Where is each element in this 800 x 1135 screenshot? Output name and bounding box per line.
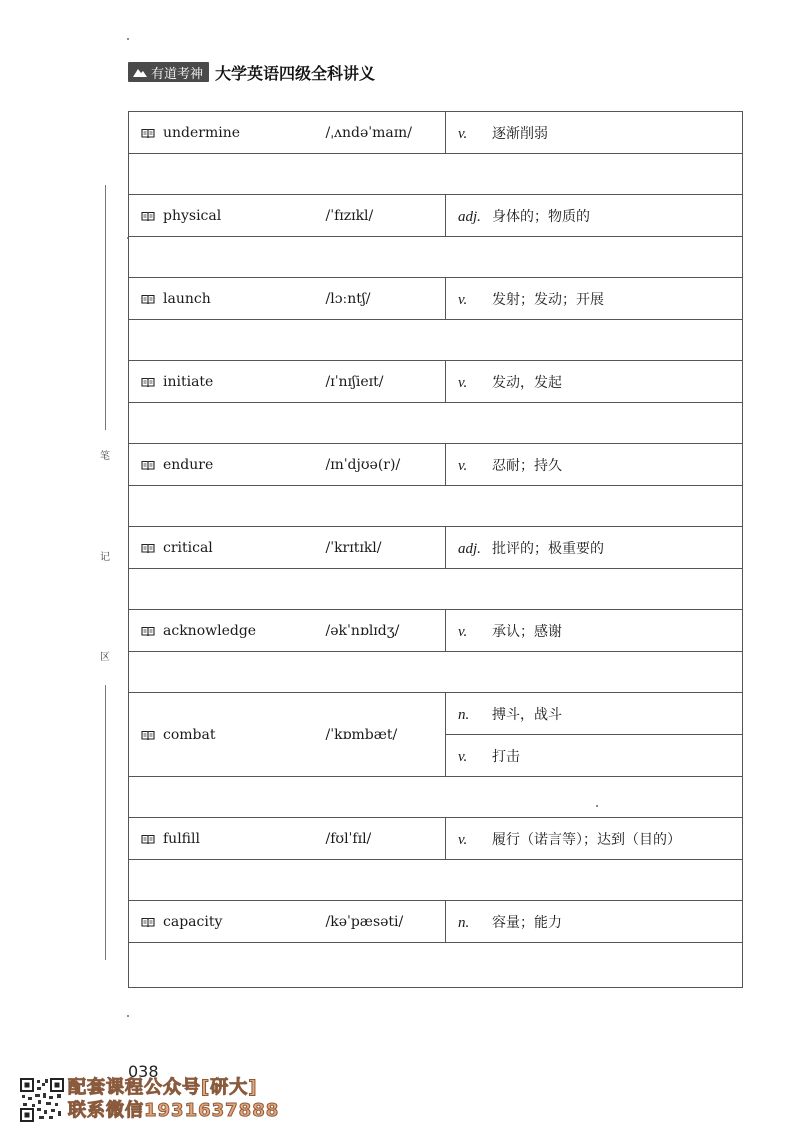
notes-row — [129, 486, 743, 527]
meaning-cell — [446, 693, 743, 735]
word-cell — [129, 610, 326, 652]
book-icon — [141, 294, 155, 305]
vocabulary-table — [128, 111, 743, 988]
phonetic: /fʊlˈfɪl/ — [326, 818, 446, 860]
notes-row — [129, 777, 743, 818]
book-icon — [141, 128, 155, 139]
side-label-1: 笔 — [100, 451, 110, 462]
notes-row — [129, 237, 743, 278]
meaning-cell — [446, 818, 743, 860]
word: fulfill — [163, 830, 200, 847]
book-icon — [141, 377, 155, 388]
scan-dot — [127, 1015, 129, 1017]
part-of-speech: v. — [458, 623, 468, 640]
word-cell — [129, 361, 326, 403]
meaning-cell — [446, 112, 743, 154]
part-of-speech: adj. — [458, 208, 481, 225]
word: combat — [163, 726, 216, 743]
word: launch — [163, 290, 211, 307]
part-of-speech: adj. — [458, 540, 481, 557]
word-cell — [129, 112, 326, 154]
notes-cell[interactable] — [129, 860, 743, 901]
book-icon — [141, 543, 155, 554]
phonetic: /ˈkɒmbæt/ — [326, 693, 446, 777]
meaning: 批评的；极重要的 — [492, 540, 604, 557]
vocab-row — [129, 195, 743, 237]
page-header — [128, 60, 375, 84]
book-icon — [141, 626, 155, 637]
phonetic: /ˈfɪzɪkl/ — [326, 195, 446, 237]
vocab-row — [129, 112, 743, 154]
qr-code-icon — [20, 1078, 64, 1122]
notes-row — [129, 154, 743, 195]
part-of-speech: n. — [458, 914, 470, 931]
notes-row — [129, 569, 743, 610]
vocab-row — [129, 693, 743, 735]
scan-dot — [127, 38, 129, 40]
meaning-cell — [446, 278, 743, 320]
meaning: 发动，发起 — [492, 374, 562, 391]
meaning: 身体的；物质的 — [492, 208, 590, 225]
notes-row — [129, 403, 743, 444]
part-of-speech: v. — [458, 374, 468, 391]
vocab-row — [129, 444, 743, 486]
meaning: 忍耐；持久 — [492, 457, 562, 474]
notes-cell[interactable] — [129, 154, 743, 195]
phonetic: /əkˈnɒlɪdʒ/ — [326, 610, 446, 652]
vocab-row — [129, 901, 743, 943]
promo-text — [68, 1076, 279, 1122]
word: physical — [163, 207, 222, 224]
word: endure — [163, 456, 214, 473]
meaning-cell — [446, 527, 743, 569]
meaning: 履行（诺言等）；达到（目的） — [492, 831, 681, 848]
side-label-2: 记 — [100, 552, 110, 563]
word-cell — [129, 901, 326, 943]
vocab-row — [129, 610, 743, 652]
book-icon — [141, 460, 155, 471]
word-cell — [129, 444, 326, 486]
word-cell — [129, 818, 326, 860]
word-cell — [129, 195, 326, 237]
phonetic: /kəˈpæsəti/ — [326, 901, 446, 943]
promo-line-1: 配套课程公众号[研大] — [68, 1077, 258, 1098]
meaning-cell — [446, 361, 743, 403]
notes-cell[interactable] — [129, 403, 743, 444]
margin-line-bottom — [105, 685, 106, 960]
notes-row — [129, 943, 743, 988]
vocab-row — [129, 361, 743, 403]
mountain-icon — [132, 66, 148, 78]
book-icon — [141, 834, 155, 845]
meaning-cell — [446, 195, 743, 237]
word: critical — [163, 539, 213, 556]
phonetic: /ɪˈnɪʃieɪt/ — [326, 361, 446, 403]
book-icon — [141, 917, 155, 928]
meaning: 容量；能力 — [492, 914, 562, 931]
word: capacity — [163, 913, 223, 930]
brand-logo — [128, 62, 209, 82]
word-cell — [129, 278, 326, 320]
vocab-row — [129, 818, 743, 860]
book-icon — [141, 730, 155, 741]
meaning-cell — [446, 735, 743, 777]
phonetic: /ˌʌndəˈmaɪn/ — [326, 112, 446, 154]
logo-text: 有道考神 — [151, 66, 204, 82]
part-of-speech: v. — [458, 748, 468, 765]
margin-line-top — [105, 185, 106, 430]
part-of-speech: n. — [458, 706, 470, 723]
notes-cell[interactable] — [129, 652, 743, 693]
part-of-speech: v. — [458, 457, 468, 474]
notes-cell[interactable] — [129, 320, 743, 361]
part-of-speech: v. — [458, 291, 468, 308]
vocab-row — [129, 527, 743, 569]
meaning: 发射；发动；开展 — [492, 291, 604, 308]
notes-cell[interactable] — [129, 943, 743, 988]
word-cell — [129, 527, 326, 569]
meaning: 打击 — [492, 748, 520, 765]
notes-cell[interactable] — [129, 777, 743, 818]
word: initiate — [163, 373, 214, 390]
book-icon — [141, 211, 155, 222]
word: acknowledge — [163, 622, 257, 639]
vocab-row — [129, 278, 743, 320]
meaning-cell — [446, 444, 743, 486]
promo-line-2: 联系微信1931637888 — [68, 1100, 280, 1121]
notes-cell[interactable] — [129, 569, 743, 610]
part-of-speech: v. — [458, 125, 468, 142]
notes-cell[interactable] — [129, 486, 743, 527]
meaning: 逐渐削弱 — [492, 125, 548, 142]
meaning: 搏斗，战斗 — [492, 706, 562, 723]
meaning-cell — [446, 610, 743, 652]
page-title: 大学英语四级全科讲义 — [215, 63, 376, 83]
notes-row — [129, 860, 743, 901]
notes-cell[interactable] — [129, 237, 743, 278]
side-label-3: 区 — [100, 652, 110, 663]
notes-row — [129, 652, 743, 693]
word-cell — [129, 693, 326, 777]
notes-row — [129, 320, 743, 361]
page-number: 038 — [128, 1062, 159, 1081]
meaning-cell — [446, 901, 743, 943]
part-of-speech: v. — [458, 831, 468, 848]
phonetic: /ɪnˈdjʊə(r)/ — [326, 444, 446, 486]
phonetic: /lɔːntʃ/ — [326, 278, 446, 320]
phonetic: /ˈkrɪtɪkl/ — [326, 527, 446, 569]
meaning: 承认；感谢 — [492, 623, 562, 640]
word: undermine — [163, 124, 241, 141]
